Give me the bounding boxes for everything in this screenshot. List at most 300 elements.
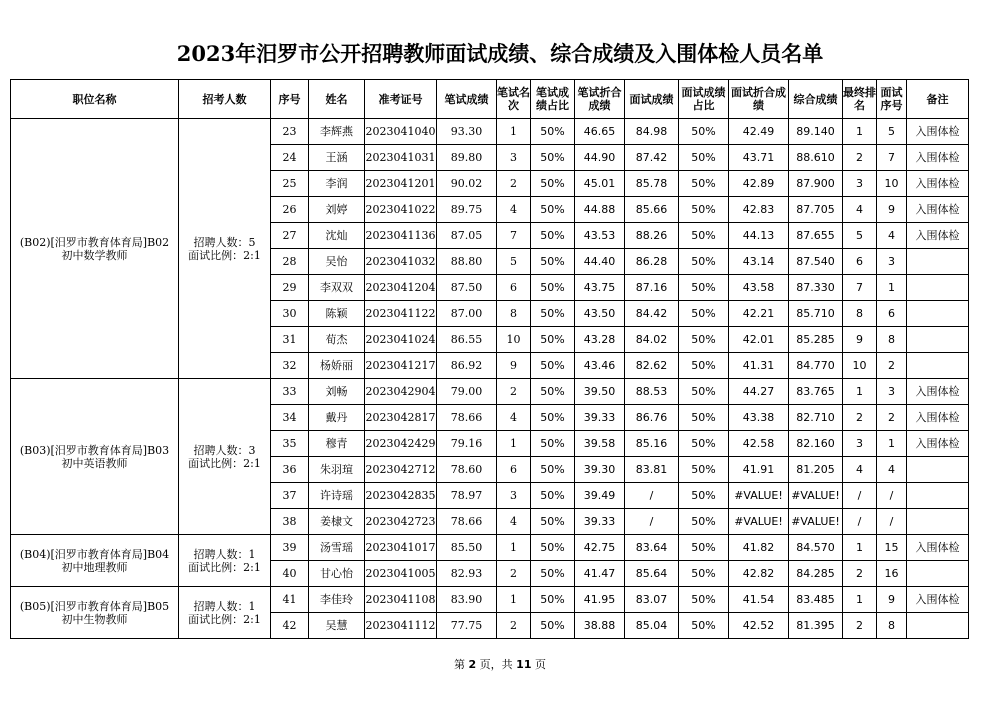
table-cell: 50% xyxy=(679,327,729,353)
table-cell: 3 xyxy=(497,483,531,509)
table-cell: 83.64 xyxy=(625,535,679,561)
table-cell: 50% xyxy=(531,119,575,145)
position-line: (B02)[汨罗市教育体育局]B02 xyxy=(19,235,170,249)
table-cell xyxy=(907,353,969,379)
table-cell: 2 xyxy=(843,561,877,587)
table-row xyxy=(11,535,969,561)
table-cell: 78.66 xyxy=(437,405,497,431)
table-cell: 16 xyxy=(877,561,907,587)
table-cell: 50% xyxy=(531,197,575,223)
table-cell: 42 xyxy=(271,613,309,639)
table-cell: 39.30 xyxy=(575,457,625,483)
recruit-cell xyxy=(179,379,271,535)
table-cell: 85.64 xyxy=(625,561,679,587)
footer-middle: 页，共 xyxy=(479,658,513,671)
recruit-line: 招聘人数：1 xyxy=(193,599,256,613)
table-cell: 3 xyxy=(877,249,907,275)
table-cell: 83.485 xyxy=(789,587,843,613)
table-cell: 李佳玲 xyxy=(309,587,365,613)
table-cell: 38.88 xyxy=(575,613,625,639)
table-cell: 入围体检 xyxy=(907,145,969,171)
recruit-line: 招聘人数：3 xyxy=(193,443,256,457)
table-cell: 入围体检 xyxy=(907,197,969,223)
table-cell: 85.04 xyxy=(625,613,679,639)
table-cell: 50% xyxy=(531,379,575,405)
table-cell: 入围体检 xyxy=(907,535,969,561)
column-header: 姓名 xyxy=(309,80,365,119)
table-cell: 陈颖 xyxy=(309,301,365,327)
table-cell: 6 xyxy=(843,249,877,275)
table-cell: 50% xyxy=(531,275,575,301)
table-cell: 4 xyxy=(877,457,907,483)
column-header: 笔试名次 xyxy=(497,80,531,119)
table-cell: 44.90 xyxy=(575,145,625,171)
table-cell: 24 xyxy=(271,145,309,171)
table-cell: 39 xyxy=(271,535,309,561)
table-cell: 43.38 xyxy=(729,405,789,431)
table-cell: 7 xyxy=(877,145,907,171)
table-cell: 84.42 xyxy=(625,301,679,327)
table-cell: 1 xyxy=(843,587,877,613)
table-cell xyxy=(907,613,969,639)
table-cell: 30 xyxy=(271,301,309,327)
table-cell: 50% xyxy=(531,587,575,613)
table-cell: 穆青 xyxy=(309,431,365,457)
table-cell: 87.05 xyxy=(437,223,497,249)
table-cell: 43.50 xyxy=(575,301,625,327)
table-cell: 41 xyxy=(271,587,309,613)
table-cell: #VALUE! xyxy=(729,509,789,535)
table-cell: 78.60 xyxy=(437,457,497,483)
position-cell xyxy=(11,535,179,587)
table-cell: 50% xyxy=(679,197,729,223)
table-cell: 入围体检 xyxy=(907,405,969,431)
table-cell: 25 xyxy=(271,171,309,197)
table-cell: 50% xyxy=(679,353,729,379)
table-cell: 44.27 xyxy=(729,379,789,405)
table-cell: 4 xyxy=(497,509,531,535)
table-cell: 1 xyxy=(497,119,531,145)
column-header: 招考人数 xyxy=(179,80,271,119)
table-cell: 83.90 xyxy=(437,587,497,613)
table-cell: 王涵 xyxy=(309,145,365,171)
table-cell: 入围体检 xyxy=(907,223,969,249)
table-cell: 84.98 xyxy=(625,119,679,145)
table-cell: 50% xyxy=(531,301,575,327)
table-cell: 8 xyxy=(497,301,531,327)
table-cell: 87.00 xyxy=(437,301,497,327)
table-cell: 84.285 xyxy=(789,561,843,587)
table-cell: 88.53 xyxy=(625,379,679,405)
table-cell: 42.52 xyxy=(729,613,789,639)
table-cell: 41.91 xyxy=(729,457,789,483)
table-cell: 39.33 xyxy=(575,509,625,535)
table-cell: 86.92 xyxy=(437,353,497,379)
table-cell: 2023041201 xyxy=(365,171,437,197)
table-cell: 5 xyxy=(877,119,907,145)
recruit-line: 面试比例：2:1 xyxy=(188,248,261,262)
table-cell: 50% xyxy=(531,535,575,561)
table-cell: 43.53 xyxy=(575,223,625,249)
table-cell: 入围体检 xyxy=(907,119,969,145)
table-row xyxy=(11,119,969,145)
table-cell: / xyxy=(625,509,679,535)
table-cell: 刘畅 xyxy=(309,379,365,405)
table-cell: 2023042835 xyxy=(365,483,437,509)
table-cell: 2023041108 xyxy=(365,587,437,613)
table-cell: 3 xyxy=(843,171,877,197)
table-cell: 50% xyxy=(679,301,729,327)
table-cell: 姜棣文 xyxy=(309,509,365,535)
table-cell: 2 xyxy=(877,405,907,431)
table-cell: 2023041112 xyxy=(365,613,437,639)
table-cell: 50% xyxy=(679,405,729,431)
column-header: 面试成绩占比 xyxy=(679,80,729,119)
table-cell: 42.58 xyxy=(729,431,789,457)
table-cell: 43.71 xyxy=(729,145,789,171)
table-cell: 82.62 xyxy=(625,353,679,379)
table-cell: 2023041122 xyxy=(365,301,437,327)
table-cell: / xyxy=(877,483,907,509)
table-cell xyxy=(907,483,969,509)
table-body xyxy=(11,119,969,639)
table-cell: 50% xyxy=(679,249,729,275)
table-cell: 2023041032 xyxy=(365,249,437,275)
footer-prefix: 第 xyxy=(454,658,466,671)
table-cell: #VALUE! xyxy=(789,509,843,535)
table-cell: 50% xyxy=(679,457,729,483)
table-cell: 90.02 xyxy=(437,171,497,197)
table-cell: 81.395 xyxy=(789,613,843,639)
position-line: (B04)[汨罗市教育体育局]B04 xyxy=(19,547,170,561)
table-cell: 荀杰 xyxy=(309,327,365,353)
table-cell xyxy=(907,457,969,483)
table-cell: 35 xyxy=(271,431,309,457)
table-cell: 50% xyxy=(679,509,729,535)
table-cell: 50% xyxy=(531,457,575,483)
table-cell: 86.55 xyxy=(437,327,497,353)
table-cell: 87.705 xyxy=(789,197,843,223)
table-cell: 李双双 xyxy=(309,275,365,301)
table-cell: 李润 xyxy=(309,171,365,197)
table-cell: 85.16 xyxy=(625,431,679,457)
table-cell: 2023041040 xyxy=(365,119,437,145)
table-cell xyxy=(907,561,969,587)
table-cell: 84.570 xyxy=(789,535,843,561)
table-cell: 88.80 xyxy=(437,249,497,275)
table-cell: 50% xyxy=(531,171,575,197)
table-cell: 83.765 xyxy=(789,379,843,405)
column-header: 最终排名 xyxy=(843,80,877,119)
table-cell: 8 xyxy=(877,613,907,639)
table-cell: 86.28 xyxy=(625,249,679,275)
table-cell: 39.49 xyxy=(575,483,625,509)
table-cell: 2023042429 xyxy=(365,431,437,457)
table-cell: 2023042817 xyxy=(365,405,437,431)
table-cell: 沈灿 xyxy=(309,223,365,249)
recruit-line: 招聘人数：5 xyxy=(193,235,256,249)
table-cell: 2023041017 xyxy=(365,535,437,561)
table-cell: 88.26 xyxy=(625,223,679,249)
table-cell: / xyxy=(843,509,877,535)
table-cell: 79.00 xyxy=(437,379,497,405)
table-cell: 2 xyxy=(843,613,877,639)
table-cell: 50% xyxy=(679,119,729,145)
table-cell: 43.46 xyxy=(575,353,625,379)
table-cell: 6 xyxy=(497,457,531,483)
table-cell: 李辉燕 xyxy=(309,119,365,145)
table-cell: 42.89 xyxy=(729,171,789,197)
table-cell: 吴慧 xyxy=(309,613,365,639)
table-cell: 4 xyxy=(497,405,531,431)
table-cell xyxy=(907,509,969,535)
table-cell: 朱羽瑄 xyxy=(309,457,365,483)
table-cell: 33 xyxy=(271,379,309,405)
table-cell: 9 xyxy=(843,327,877,353)
table-cell: 39.58 xyxy=(575,431,625,457)
column-header: 笔试折合成绩 xyxy=(575,80,625,119)
column-header: 面试折合成绩 xyxy=(729,80,789,119)
table-cell: 1 xyxy=(497,535,531,561)
table-cell: 82.710 xyxy=(789,405,843,431)
table-cell: 50% xyxy=(679,431,729,457)
table-cell: 29 xyxy=(271,275,309,301)
column-header: 面试成绩 xyxy=(625,80,679,119)
footer-total-pages: 11 xyxy=(516,658,532,671)
table-cell: 3 xyxy=(497,145,531,171)
table-cell: 44.88 xyxy=(575,197,625,223)
page-title: 2023年汨罗市公开招聘教师面试成绩、综合成绩及入围体检人员名单 xyxy=(176,41,824,66)
table-cell: 38 xyxy=(271,509,309,535)
table-cell: 87.655 xyxy=(789,223,843,249)
table-cell: 50% xyxy=(531,509,575,535)
table-cell: 入围体检 xyxy=(907,587,969,613)
table-cell: 2023041031 xyxy=(365,145,437,171)
table-cell: 23 xyxy=(271,119,309,145)
table-cell: 2023042712 xyxy=(365,457,437,483)
table-cell: 50% xyxy=(531,483,575,509)
table-cell: 88.610 xyxy=(789,145,843,171)
table-cell: 9 xyxy=(877,587,907,613)
table-cell xyxy=(907,275,969,301)
table-cell: 50% xyxy=(679,561,729,587)
table-cell: 2 xyxy=(497,561,531,587)
table-row xyxy=(11,379,969,405)
table-cell: 入围体检 xyxy=(907,431,969,457)
recruit-line: 面试比例：2:1 xyxy=(188,612,261,626)
table-cell: 50% xyxy=(531,561,575,587)
table-cell: 2 xyxy=(497,613,531,639)
table-cell: 41.47 xyxy=(575,561,625,587)
table-cell: 2023041204 xyxy=(365,275,437,301)
table-cell: 4 xyxy=(877,223,907,249)
table-cell: 1 xyxy=(843,379,877,405)
table-cell: 9 xyxy=(877,197,907,223)
table-cell: 15 xyxy=(877,535,907,561)
table-cell: 82.93 xyxy=(437,561,497,587)
footer-suffix: 页 xyxy=(534,658,546,671)
table-cell: 1 xyxy=(877,275,907,301)
table-cell: 86.76 xyxy=(625,405,679,431)
table-cell: 41.54 xyxy=(729,587,789,613)
table-cell xyxy=(907,301,969,327)
table-cell: 87.16 xyxy=(625,275,679,301)
column-header: 综合成绩 xyxy=(789,80,843,119)
table-cell: 5 xyxy=(497,249,531,275)
table-cell: 28 xyxy=(271,249,309,275)
table-cell: 85.78 xyxy=(625,171,679,197)
page-footer xyxy=(0,656,1000,672)
table-cell: 2 xyxy=(497,379,531,405)
table-cell: 1 xyxy=(843,119,877,145)
table-cell: 2 xyxy=(497,171,531,197)
table-cell: 50% xyxy=(679,379,729,405)
table-cell: 50% xyxy=(531,431,575,457)
table-cell: 2 xyxy=(877,353,907,379)
table-cell: 2023041217 xyxy=(365,353,437,379)
table-cell: 50% xyxy=(679,483,729,509)
table-cell: 杨娇丽 xyxy=(309,353,365,379)
table-cell: / xyxy=(625,483,679,509)
table-cell: 10 xyxy=(843,353,877,379)
column-header: 面试序号 xyxy=(877,80,907,119)
table-cell: 45.01 xyxy=(575,171,625,197)
table-cell: 42.49 xyxy=(729,119,789,145)
table-cell: 43.28 xyxy=(575,327,625,353)
column-header: 准考证号 xyxy=(365,80,437,119)
table-cell: 入围体检 xyxy=(907,379,969,405)
table-cell: 1 xyxy=(497,431,531,457)
table-cell: 31 xyxy=(271,327,309,353)
table-cell: 79.16 xyxy=(437,431,497,457)
table-cell: 32 xyxy=(271,353,309,379)
position-line: (B05)[汨罗市教育体育局]B05 xyxy=(19,599,170,613)
table-cell: 3 xyxy=(843,431,877,457)
table-cell: 89.75 xyxy=(437,197,497,223)
table-cell: 4 xyxy=(497,197,531,223)
table-cell: 83.07 xyxy=(625,587,679,613)
table-cell: 87.50 xyxy=(437,275,497,301)
table-cell: 1 xyxy=(843,535,877,561)
table-cell: 42.82 xyxy=(729,561,789,587)
header-row xyxy=(11,80,969,119)
column-header: 职位名称 xyxy=(11,80,179,119)
table-cell: 2023042723 xyxy=(365,509,437,535)
table-cell: 87.900 xyxy=(789,171,843,197)
table-cell: 甘心怡 xyxy=(309,561,365,587)
table-cell: 50% xyxy=(531,145,575,171)
table-cell: 89.80 xyxy=(437,145,497,171)
table-cell: 85.285 xyxy=(789,327,843,353)
column-header: 笔试成绩占比 xyxy=(531,80,575,119)
table-cell: 43.58 xyxy=(729,275,789,301)
column-header: 备注 xyxy=(907,80,969,119)
table-cell: 85.50 xyxy=(437,535,497,561)
table-cell: 77.75 xyxy=(437,613,497,639)
results-table xyxy=(10,79,969,639)
table-cell: 50% xyxy=(679,145,729,171)
table-cell: 85.710 xyxy=(789,301,843,327)
recruit-line: 招聘人数：1 xyxy=(193,547,256,561)
table-row xyxy=(11,587,969,613)
position-line: 初中生物教师 xyxy=(61,612,128,626)
table-cell: 10 xyxy=(877,171,907,197)
table-cell: 89.140 xyxy=(789,119,843,145)
position-cell xyxy=(11,119,179,379)
recruit-cell xyxy=(179,535,271,587)
table-cell: 50% xyxy=(679,275,729,301)
table-cell: 42.83 xyxy=(729,197,789,223)
table-cell: 汤雪瑶 xyxy=(309,535,365,561)
table-cell: / xyxy=(877,509,907,535)
table-cell: 44.13 xyxy=(729,223,789,249)
table-cell: 78.66 xyxy=(437,509,497,535)
table-cell: 8 xyxy=(877,327,907,353)
table-cell: 93.30 xyxy=(437,119,497,145)
table-cell: 6 xyxy=(497,275,531,301)
column-header: 笔试成绩 xyxy=(437,80,497,119)
position-cell xyxy=(11,587,179,639)
table-cell: 36 xyxy=(271,457,309,483)
table-cell: 39.50 xyxy=(575,379,625,405)
table-cell: 34 xyxy=(271,405,309,431)
table-cell: 37 xyxy=(271,483,309,509)
table-cell: 81.205 xyxy=(789,457,843,483)
table-cell: 50% xyxy=(679,223,729,249)
table-cell: 50% xyxy=(679,535,729,561)
table-cell: 5 xyxy=(843,223,877,249)
table-cell: 2023042904 xyxy=(365,379,437,405)
position-cell xyxy=(11,379,179,535)
table-cell: #VALUE! xyxy=(729,483,789,509)
table-cell: 83.81 xyxy=(625,457,679,483)
table-cell: 50% xyxy=(531,353,575,379)
table-cell: 入围体检 xyxy=(907,171,969,197)
table-cell: 41.82 xyxy=(729,535,789,561)
recruit-cell xyxy=(179,587,271,639)
position-line: 初中地理教师 xyxy=(61,560,128,574)
footer-page-number: 2 xyxy=(468,658,477,671)
table-cell: 9 xyxy=(497,353,531,379)
table-cell: 2023041024 xyxy=(365,327,437,353)
table-cell: 吴怡 xyxy=(309,249,365,275)
table-cell: 26 xyxy=(271,197,309,223)
table-cell: 41.95 xyxy=(575,587,625,613)
table-cell: 1 xyxy=(497,587,531,613)
table-cell: 2023041136 xyxy=(365,223,437,249)
table-cell: 42.21 xyxy=(729,301,789,327)
table-cell: 4 xyxy=(843,457,877,483)
table-cell: 84.770 xyxy=(789,353,843,379)
table-cell: 7 xyxy=(843,275,877,301)
table-cell xyxy=(907,249,969,275)
table-cell: #VALUE! xyxy=(789,483,843,509)
table-cell: 2023041022 xyxy=(365,197,437,223)
column-header: 序号 xyxy=(271,80,309,119)
table-cell: 84.02 xyxy=(625,327,679,353)
table-cell: 7 xyxy=(497,223,531,249)
table-cell: 10 xyxy=(497,327,531,353)
position-line: 初中英语教师 xyxy=(61,456,128,470)
table-cell: 43.14 xyxy=(729,249,789,275)
table-cell: 4 xyxy=(843,197,877,223)
table-cell: 46.65 xyxy=(575,119,625,145)
table-cell: 50% xyxy=(531,613,575,639)
recruit-line: 面试比例：2:1 xyxy=(188,560,261,574)
table-cell: 50% xyxy=(679,613,729,639)
table-cell: 刘婷 xyxy=(309,197,365,223)
table-cell: 50% xyxy=(531,327,575,353)
